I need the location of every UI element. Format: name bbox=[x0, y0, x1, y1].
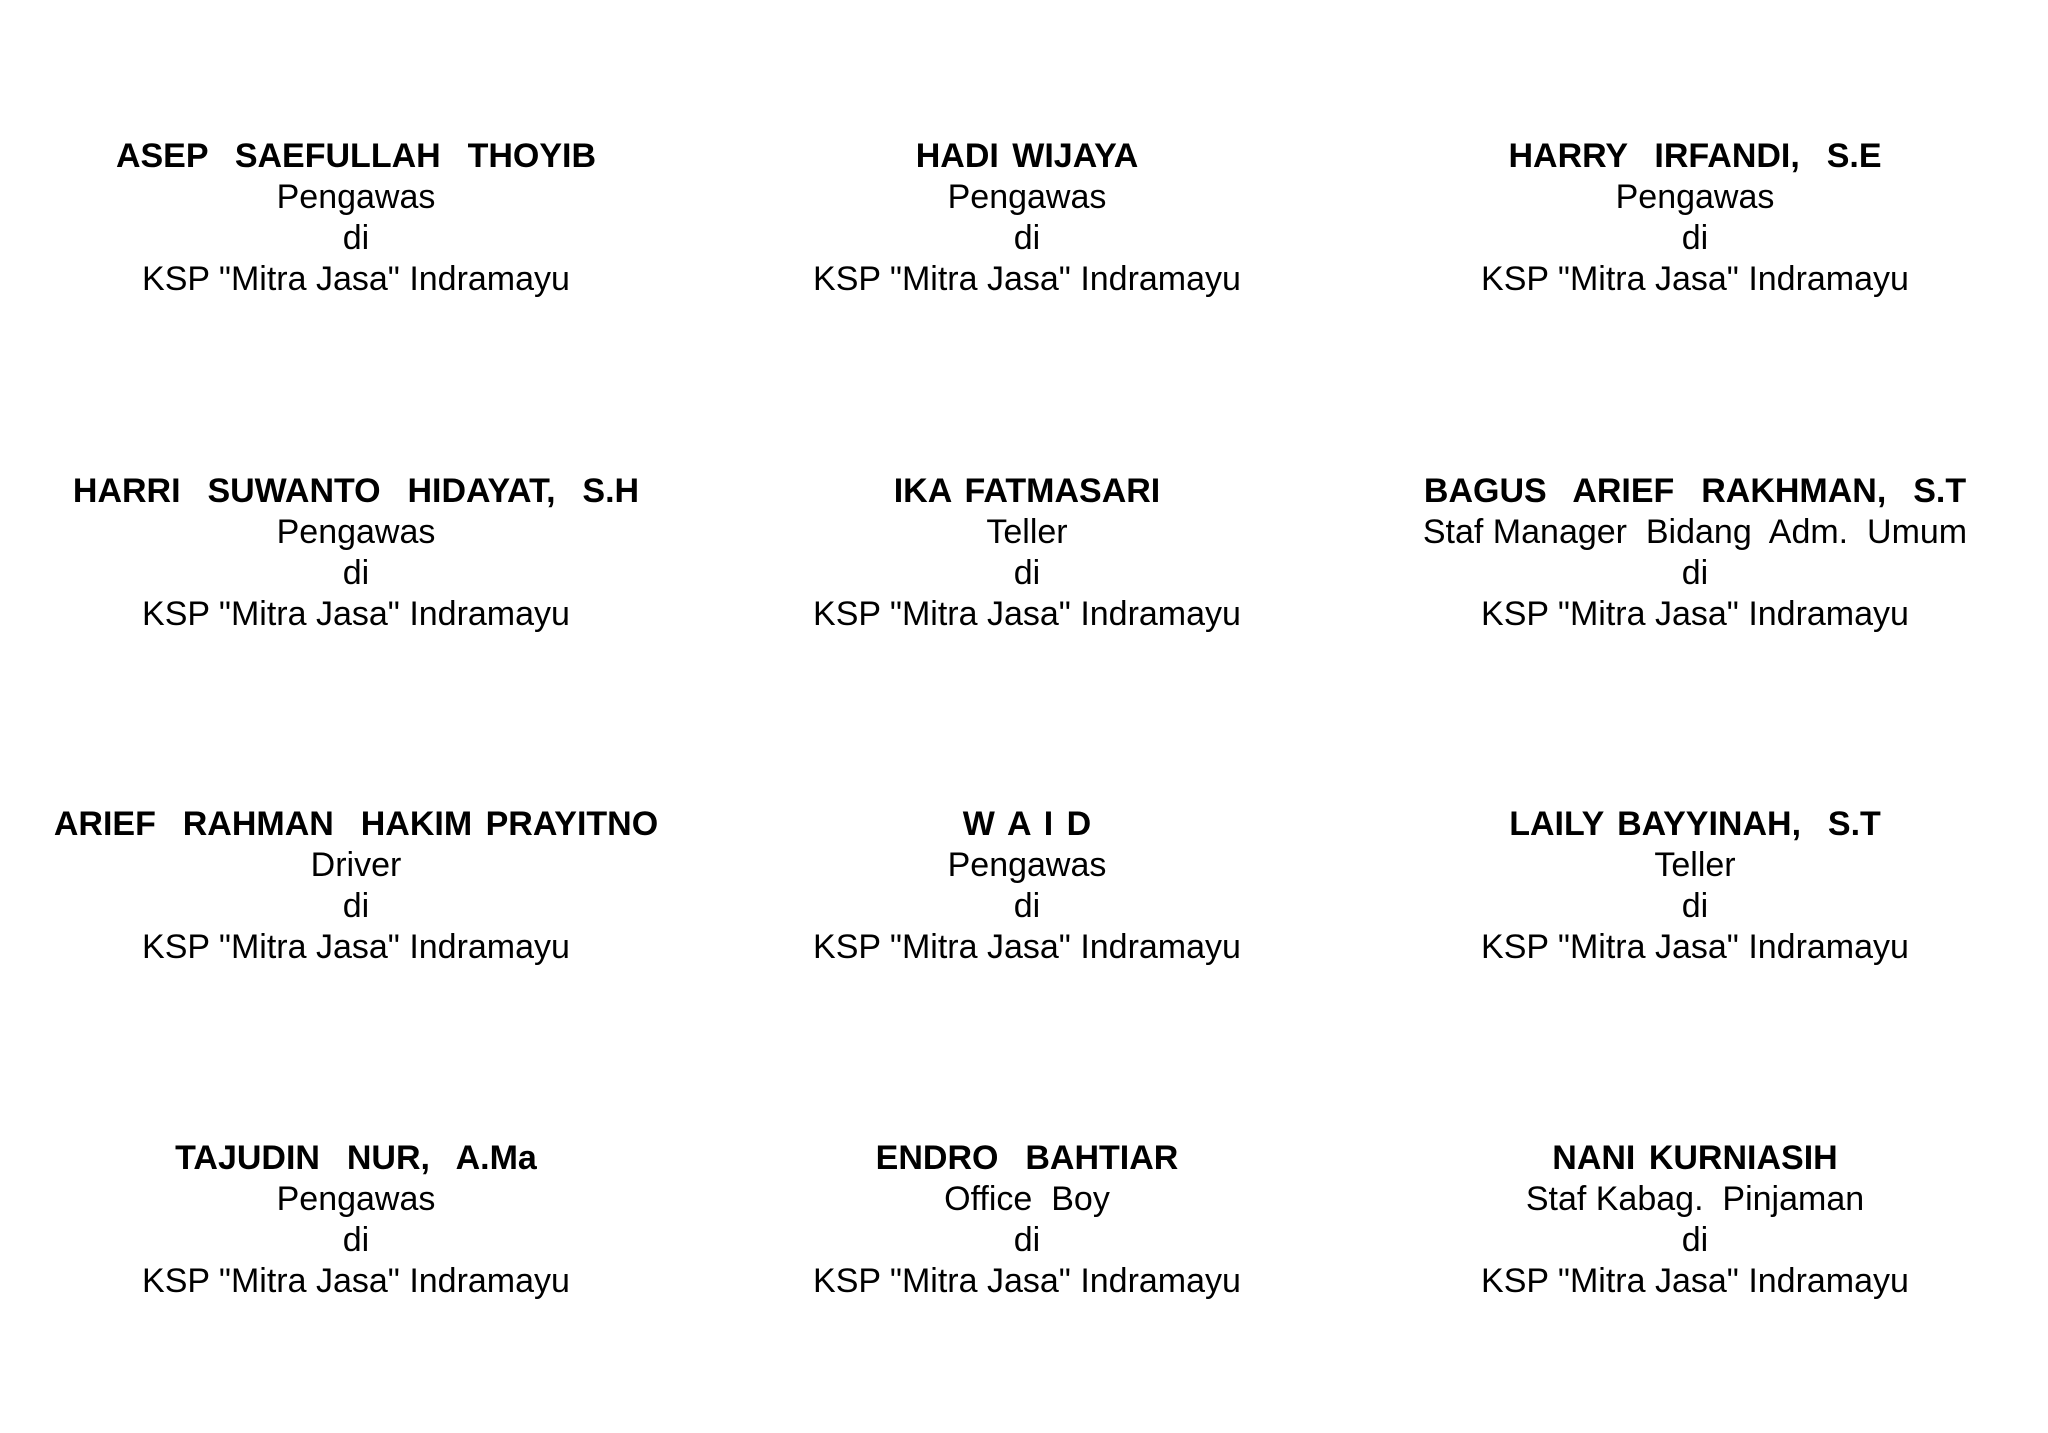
preposition: di bbox=[1013, 887, 1041, 925]
organization: KSP "Mitra Jasa" Indramayu bbox=[1481, 260, 1909, 298]
preposition: di bbox=[1013, 219, 1041, 257]
label-card bbox=[16, 136, 696, 300]
person-role: Pengawas bbox=[947, 178, 1107, 216]
label-card bbox=[1355, 471, 2035, 635]
person-role: Staf Manager Bidang Adm. Umum bbox=[1422, 513, 1968, 551]
person-name: TAJUDIN NUR, A.Ma bbox=[175, 1139, 537, 1177]
preposition: di bbox=[1681, 554, 1709, 592]
preposition: di bbox=[342, 1221, 370, 1259]
preposition: di bbox=[1681, 887, 1709, 925]
organization: KSP "Mitra Jasa" Indramayu bbox=[813, 260, 1241, 298]
person-role: Pengawas bbox=[1615, 178, 1775, 216]
person-name: HADI WIJAYA bbox=[915, 137, 1139, 175]
person-role: Teller bbox=[986, 513, 1068, 551]
organization: KSP "Mitra Jasa" Indramayu bbox=[142, 260, 570, 298]
person-role: Pengawas bbox=[947, 846, 1107, 884]
organization: KSP "Mitra Jasa" Indramayu bbox=[142, 595, 570, 633]
preposition: di bbox=[1681, 219, 1709, 257]
label-card bbox=[16, 1138, 696, 1302]
label-card bbox=[687, 136, 1367, 300]
preposition: di bbox=[342, 219, 370, 257]
person-name: HARRY IRFANDI, S.E bbox=[1508, 137, 1882, 175]
preposition: di bbox=[342, 554, 370, 592]
organization: KSP "Mitra Jasa" Indramayu bbox=[1481, 1262, 1909, 1300]
person-name: ARIEF RAHMAN HAKIM PRAYITNO bbox=[53, 805, 659, 843]
preposition: di bbox=[1681, 1221, 1709, 1259]
organization: KSP "Mitra Jasa" Indramayu bbox=[813, 1262, 1241, 1300]
person-role: Pengawas bbox=[276, 513, 436, 551]
person-role: Driver bbox=[310, 846, 402, 884]
label-card bbox=[687, 471, 1367, 635]
label-card bbox=[1355, 136, 2035, 300]
person-name: NANI KURNIASIH bbox=[1552, 1139, 1838, 1177]
preposition: di bbox=[342, 887, 370, 925]
person-role: Pengawas bbox=[276, 1180, 436, 1218]
label-card bbox=[687, 1138, 1367, 1302]
organization: KSP "Mitra Jasa" Indramayu bbox=[142, 1262, 570, 1300]
preposition: di bbox=[1013, 1221, 1041, 1259]
person-name: HARRI SUWANTO HIDAYAT, S.H bbox=[72, 472, 640, 510]
person-role: Pengawas bbox=[276, 178, 436, 216]
organization: KSP "Mitra Jasa" Indramayu bbox=[813, 928, 1241, 966]
organization: KSP "Mitra Jasa" Indramayu bbox=[1481, 928, 1909, 966]
label-card bbox=[16, 804, 696, 968]
organization: KSP "Mitra Jasa" Indramayu bbox=[1481, 595, 1909, 633]
person-role: Office Boy bbox=[944, 1180, 1110, 1218]
organization: KSP "Mitra Jasa" Indramayu bbox=[813, 595, 1241, 633]
person-name: IKA FATMASARI bbox=[893, 472, 1161, 510]
label-card bbox=[16, 471, 696, 635]
person-role: Teller bbox=[1654, 846, 1736, 884]
preposition: di bbox=[1013, 554, 1041, 592]
person-name: LAILY BAYYINAH, S.T bbox=[1509, 805, 1881, 843]
person-role: Staf Kabag. Pinjaman bbox=[1525, 1180, 1865, 1218]
organization: KSP "Mitra Jasa" Indramayu bbox=[142, 928, 570, 966]
person-name: W A I D bbox=[962, 805, 1092, 843]
person-name: BAGUS ARIEF RAKHMAN, S.T bbox=[1423, 472, 1967, 510]
person-name: ENDRO BAHTIAR bbox=[875, 1139, 1179, 1177]
label-card bbox=[1355, 804, 2035, 968]
label-card bbox=[687, 804, 1367, 968]
label-card bbox=[1355, 1138, 2035, 1302]
person-name: ASEP SAEFULLAH THOYIB bbox=[115, 137, 597, 175]
